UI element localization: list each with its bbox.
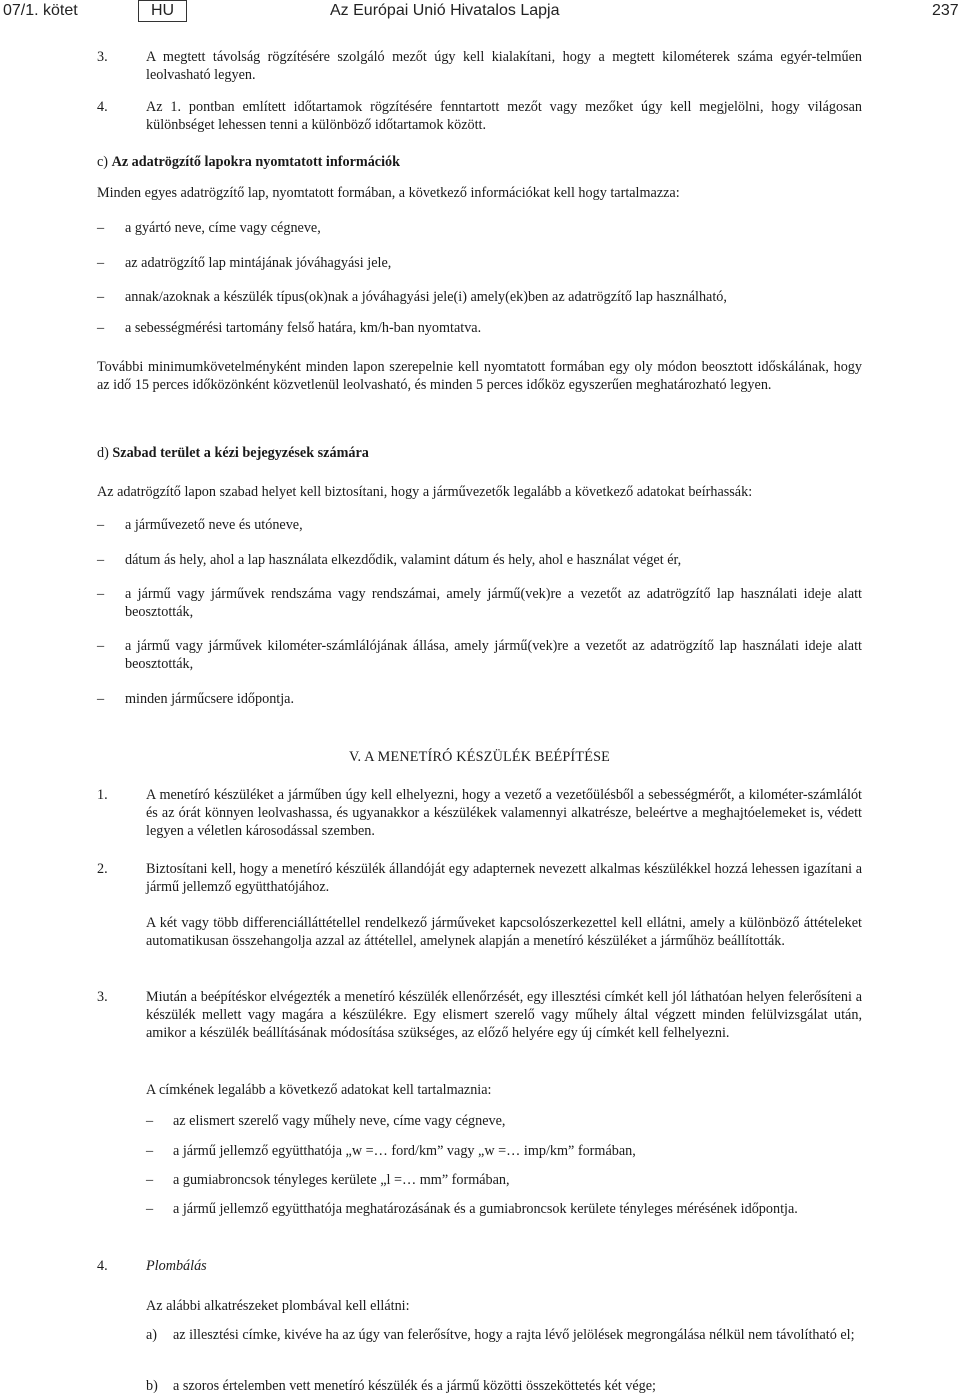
- list-item: a szoros értelemben vett menetíró készülék és a jármű közötti összeköttetés két vége;: [173, 1378, 656, 1394]
- section-c-paragraph: További minimumkövetelményként minden lapon szerepelnie kell nyomtatott formában egy oly módon beosztott időskálának, hogy az idő 15 perces időközönként közvetlenül leolvasható, és minden 5 perces időköz egyszerűen meghatározható legyen.: [97, 359, 862, 393]
- item-number: 2.: [97, 861, 108, 877]
- list-item: minden járműcsere időpontja.: [125, 691, 295, 707]
- dash-bullet: –: [97, 691, 105, 707]
- section-d-intro: Az adatrögzítő lapon szabad helyet kell biztosítani, hogy a járművezetők legalább a következő adatokat beírhassák:: [97, 484, 753, 500]
- journal-title: Az Európai Unió Hivatalos Lapja: [330, 2, 560, 19]
- section-letter: d): [97, 445, 109, 461]
- item-text: A menetíró készüléket a járműben úgy kell elhelyezni, hogy a vezető a vezetőülésből a sebességmérőt, a kilométer-számlálót és az órát könnyen leolvashassa, és ugyanakkor a készülékek valamennyi alkatrésze, beleértve a meghajtóelemeket is, védett legyen a véletlen károsodással szemben.: [146, 787, 862, 839]
- item-text: A megtett távolság rögzítésére szolgáló mezőt úgy kell kialakítani, hogy a megtett kilométerek száma egyér-telműen leolvasható legyen.: [146, 49, 862, 83]
- list-item: dátum ás hely, ahol a lap használata elkezdődik, valamint dátum és hely, ahol e használat véget ér,: [125, 552, 682, 568]
- item-intro: Az alábbi alkatrészeket plombával kell ellátni:: [146, 1298, 410, 1314]
- dash-bullet: –: [97, 552, 105, 568]
- dash-bullet: –: [146, 1201, 154, 1217]
- section-d-heading: [97, 444, 862, 462]
- item-number: 3.: [97, 49, 108, 65]
- list-item: a járművezető neve és utóneve,: [125, 517, 303, 533]
- list-item: a gyártó neve, címe vagy cégneve,: [125, 220, 321, 236]
- dash-bullet: –: [97, 638, 105, 654]
- list-item: a jármű jellemző együtthatója meghatározásának és a gumiabroncsok kerülete tényleges mérésének időpontja.: [173, 1201, 798, 1217]
- item-number: 1.: [97, 787, 108, 803]
- section-title: Az adatrögzítő lapokra nyomtatott információk: [111, 154, 401, 170]
- list-item: a jármű vagy járművek rendszáma vagy rendszámai, amely jármű(vek)re a vezetőt az adatrögzítő lap használati ideje alatt beosztották,: [125, 586, 862, 620]
- page-number: 237: [932, 2, 959, 19]
- list-item: az adatrögzítő lap mintájának jóváhagyási jele,: [125, 255, 392, 271]
- section-c-intro: Minden egyes adatrögzítő lap, nyomtatott formában, a következő információkat kell hogy tartalmazza:: [97, 185, 680, 201]
- item-paragraph: A címkének legalább a következő adatokat kell tartalmaznia:: [146, 1082, 492, 1098]
- list-item: annak/azoknak a készülék típus(ok)nak a jóváhagyási jele(i) amely(ek)ben az adatrögzítő lap használható,: [125, 289, 727, 305]
- dash-bullet: –: [97, 255, 105, 271]
- dash-bullet: –: [146, 1172, 154, 1188]
- item-text: Miután a beépítéskor elvégezték a menetíró készülék ellenőrzését, egy illesztési címkét kell jól láthatóan helyen felerősíteni a készülék mellett vagy magára a készülékre. Egy elismert szerelő vagy műhely által végzett minden felülvizsgálat után, amikor a készülék beállításának módosítása szükséges, az előző helyére egy új címkét kell felhelyezni.: [146, 989, 862, 1041]
- dash-bullet: –: [146, 1113, 154, 1129]
- list-item: a gumiabroncsok tényleges kerülete „l =… mm” formában,: [173, 1172, 510, 1188]
- item-number: 4.: [97, 1258, 108, 1274]
- list-letter: b): [146, 1378, 158, 1394]
- language-badge: HU: [138, 0, 187, 22]
- list-item: az illesztési címke, kivéve ha az úgy van felerősítve, hogy a rajta lévő jelölések megrongálása nélkül nem távolítható el;: [173, 1327, 855, 1343]
- volume-label: 07/1. kötet: [3, 2, 78, 19]
- dash-bullet: –: [97, 289, 105, 305]
- item-number: 4.: [97, 99, 108, 115]
- list-item: a sebességmérési tartomány felső határa, km/h-ban nyomtatva.: [125, 320, 482, 336]
- item-number: 3.: [97, 989, 108, 1005]
- dash-bullet: –: [97, 517, 105, 533]
- item-paragraph: A két vagy több differenciálláttétellel rendelkező járműveket kapcsolószerkezettel kell ellátni, amely a különböző áttételeket automatikusan összehangolja azzal az áttétellel, amelynek alapján a menetíró készüléket a járműhöz beállították.: [146, 915, 862, 949]
- section-letter: c): [97, 154, 109, 170]
- section-c-heading: [97, 153, 862, 171]
- page-header: [0, 0, 960, 24]
- list-item: a jármű jellemző együtthatója „w =… ford/km” vagy „w =… imp/km” formában,: [173, 1143, 636, 1159]
- item-text: Biztosítani kell, hogy a menetíró készülék állandóját egy adapternek nevezett alkalmas készülékkel hozzá lehessen igazítani a jármű jellemző együtthatójához.: [146, 861, 862, 895]
- list-letter: a): [146, 1327, 158, 1343]
- list-item: a jármű vagy járművek kilométer-számlálójának állása, amely jármű(vek)re a vezetőt az adatrögzítő lap használati ideje alatt beosztották,: [125, 638, 862, 672]
- dash-bullet: –: [146, 1143, 154, 1159]
- chapter-title: V. A MENETÍRÓ KÉSZÜLÉK BEÉPÍTÉSE: [348, 749, 611, 765]
- dash-bullet: –: [97, 586, 105, 602]
- item-title: Plombálás: [146, 1258, 207, 1274]
- dash-bullet: –: [97, 220, 105, 236]
- list-item: az elismert szerelő vagy műhely neve, címe vagy cégneve,: [173, 1113, 506, 1129]
- section-title: Szabad terület a kézi bejegyzések számára: [112, 445, 369, 461]
- dash-bullet: –: [97, 320, 105, 336]
- item-text: Az 1. pontban említett időtartamok rögzítésére fenntartott mezőt vagy mezőket úgy kell megjelölni, hogy világosan különbséget lehessen tenni a különböző időtartamok között.: [146, 99, 862, 133]
